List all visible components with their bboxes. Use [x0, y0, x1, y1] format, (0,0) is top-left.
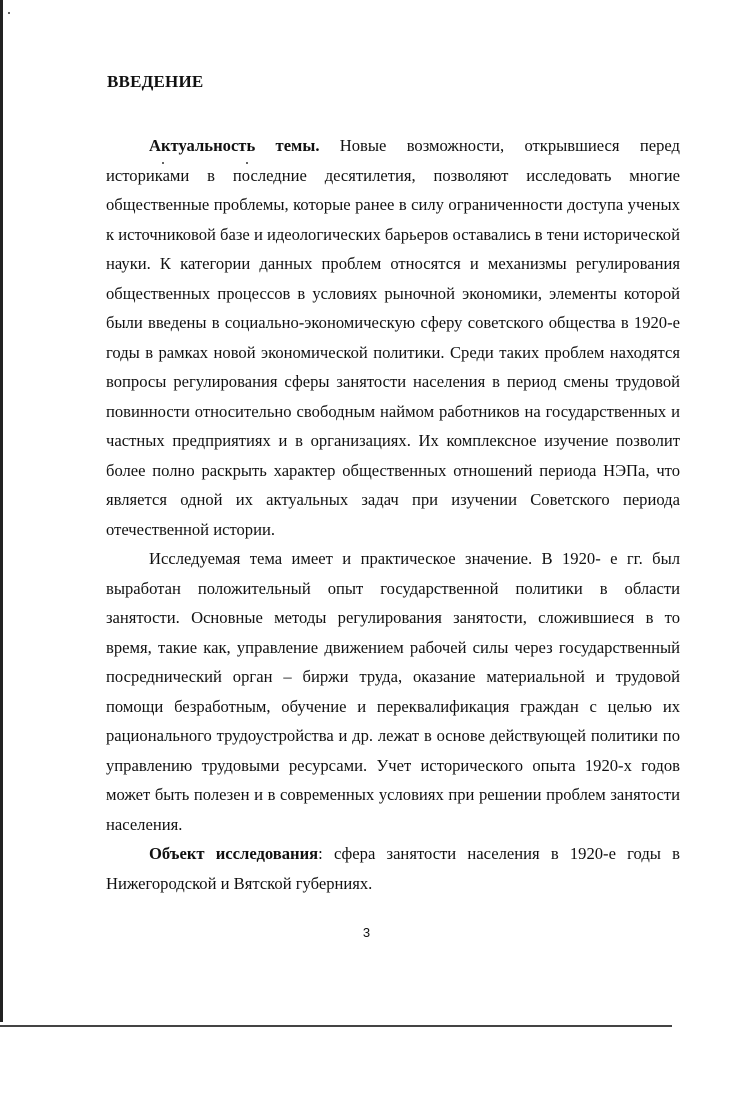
paragraph-lead: Актуальность темы.: [149, 136, 320, 155]
paragraph-text: : сфера занятости населения в 1920-е годы в Нижегородской и Вятской губерниях.: [106, 844, 681, 893]
page-number: 3: [362, 925, 371, 940]
paragraph-text: Новые возможности, открывшиеся перед историками в последние десятилетия, позволяют исследовать многие общественные проблемы, которые ранее в силу ограниченности доступа ученых к источниковой базе и идеологических барьеров оставались в тени исторической науки. К категории данных проблем относятся и механизмы регулирования общественных процессов в условиях рыночной экономики, элементы которой были введены в социально-экономическую сферу советского общества в 1920-е годы в рамках новой экономической политики. Среди таких проблем находятся вопросы регулирования сферы занятости населения в период смены трудовой повинности относительно свободным наймом работников на государственных и частных предприятиях и в организациях. Их комплексное изучение позволит более полно раскрыть характер общественных отношений периода НЭПа, что является одной их актуальных задач при изучении Советского периода отечественной истории.: [106, 136, 680, 539]
scan-speck: [8, 12, 10, 14]
paragraph-research-object: [106, 839, 680, 898]
scan-bottom-edge: [0, 1025, 672, 1027]
paragraph-text: Исследуемая тема имеет и практическое значение. В 1920- е гг. был выработан положительный опыт государственной политики в области занятости. Основные методы регулирования занятости, сложившиеся в то время, такие как, управление движением рабочей силы через государственный посреднический орган – биржи труда, оказание материальной и трудовой помощи безработным, обучение и переквалификация граждан с целью их рационального трудоустройства и др. лежат в основе действующей политики по управлению трудовыми ресурсами. Учет исторического опыта 1920-х годов может быть полезен и в современных условиях при решении проблем занятости населения.: [106, 549, 680, 834]
document-body: [106, 131, 680, 898]
paragraph-practical-value: [106, 544, 680, 839]
section-heading: ВВЕДЕНИЕ: [107, 72, 204, 91]
paragraph-lead: Объект исследования: [149, 844, 319, 863]
scan-left-edge: [0, 0, 3, 1022]
paragraph-relevance: [106, 131, 680, 544]
